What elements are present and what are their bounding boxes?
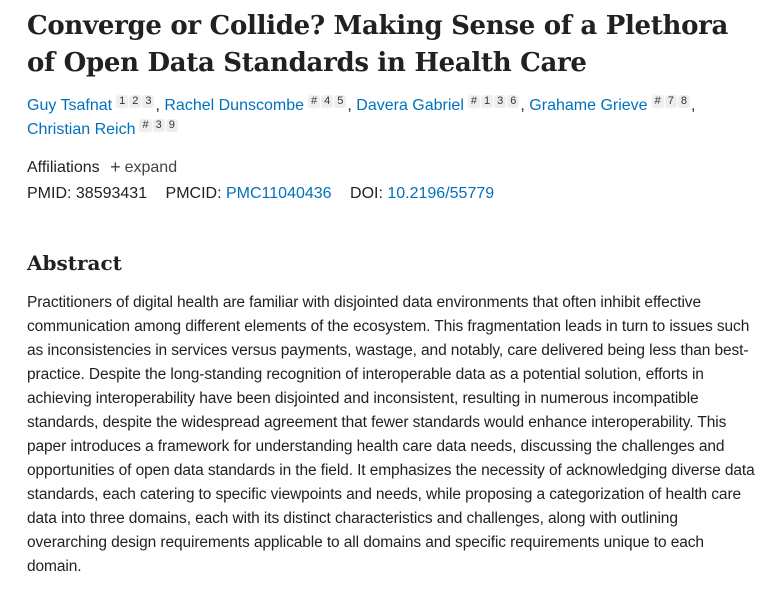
equal-contribution-mark[interactable]: # — [652, 95, 664, 108]
affiliation-marks — [139, 119, 178, 132]
affiliation-marks — [116, 95, 155, 108]
pmcid-label: PMCID: — [165, 185, 222, 202]
affiliation-marks — [468, 95, 521, 108]
affiliation-mark[interactable]: 2 — [129, 95, 141, 108]
authors-list — [27, 94, 757, 142]
identifiers-row — [27, 183, 757, 205]
doi-item — [350, 185, 494, 202]
author-entry — [164, 94, 352, 114]
author-link[interactable]: Davera Gabriel — [356, 97, 464, 114]
abstract-text: Practitioners of digital health are familiar with disjointed data environments that often inhibit effective communication among different elements of the ecosystem. This fragmentation leads in turn to issues such as inconsistencies in services versus payments, wastage, and notably, care delivered being less than best-practice. Despite the long-standing recognition of interoperable data as a potential solution, efforts in achieving interoperability have been disjointed and inconsistent, resulting in numerous incompatible standards, despite the widespread agreement that fewer standards would enhance interoperability. This paper introduces a framework for understanding health care data needs, discussing the challenges and opportunities of open data standards in the field. It emphasizes the necessity of acknowledging diverse data standards, each catering to specific viewpoints and needs, while proposing a categorization of health care data into three domains, each with its distinct characteristics and challenges, along with outlining overarching design requirements applicable to all domains and specific requirements unique to each domain. — [27, 294, 755, 575]
affiliation-mark[interactable]: 4 — [321, 95, 333, 108]
author-separator: , — [520, 97, 525, 114]
expand-label: expand — [124, 159, 178, 176]
affiliation-marks — [308, 95, 347, 108]
affiliation-mark[interactable]: 8 — [678, 95, 690, 108]
author-entry — [27, 94, 160, 114]
equal-contribution-mark[interactable]: # — [308, 95, 320, 108]
author-entry — [27, 118, 179, 138]
affiliation-mark[interactable]: 5 — [334, 95, 346, 108]
pmcid-item — [166, 185, 332, 202]
plus-icon: + — [110, 157, 121, 177]
affiliation-mark[interactable]: 3 — [153, 119, 165, 132]
pmid-label: PMID: — [27, 185, 72, 202]
article — [27, 8, 757, 579]
author-separator: , — [347, 97, 352, 114]
author-separator: , — [155, 97, 160, 114]
pmid-value: 38593431 — [75, 185, 148, 202]
affiliation-marks — [652, 95, 691, 108]
affiliations-label: Affiliations — [27, 159, 100, 176]
affiliations-row — [27, 156, 757, 179]
pmcid-link[interactable]: PMC11040436 — [226, 185, 332, 202]
affiliation-mark[interactable]: 9 — [166, 119, 178, 132]
author-link[interactable]: Rachel Dunscombe — [164, 97, 304, 114]
abstract-heading: Abstract — [27, 251, 122, 275]
doi-link[interactable]: 10.2196/55779 — [387, 185, 495, 202]
author-separator: , — [690, 97, 696, 114]
author-entry — [529, 94, 696, 114]
doi-label: DOI: — [350, 185, 383, 202]
article-title: Converge or Collide? Making Sense of a Plethora of Open Data Standards in Health Care — [27, 11, 729, 78]
affiliation-mark[interactable]: 3 — [142, 95, 154, 108]
affiliation-mark[interactable]: 7 — [665, 95, 677, 108]
author-link[interactable]: Grahame Grieve — [529, 97, 648, 114]
affiliation-mark[interactable]: 1 — [481, 95, 493, 108]
pmid-item — [27, 185, 147, 202]
equal-contribution-mark[interactable]: # — [139, 119, 151, 132]
equal-contribution-mark[interactable]: # — [468, 95, 480, 108]
author-link[interactable]: Guy Tsafnat — [27, 97, 113, 114]
affiliation-mark[interactable]: 3 — [494, 95, 506, 108]
author-entry — [356, 94, 525, 114]
affiliation-mark[interactable]: 1 — [116, 95, 128, 108]
expand-affiliations-button[interactable] — [110, 159, 177, 176]
affiliation-mark[interactable]: 6 — [507, 95, 519, 108]
author-link[interactable]: Christian Reich — [27, 121, 136, 138]
